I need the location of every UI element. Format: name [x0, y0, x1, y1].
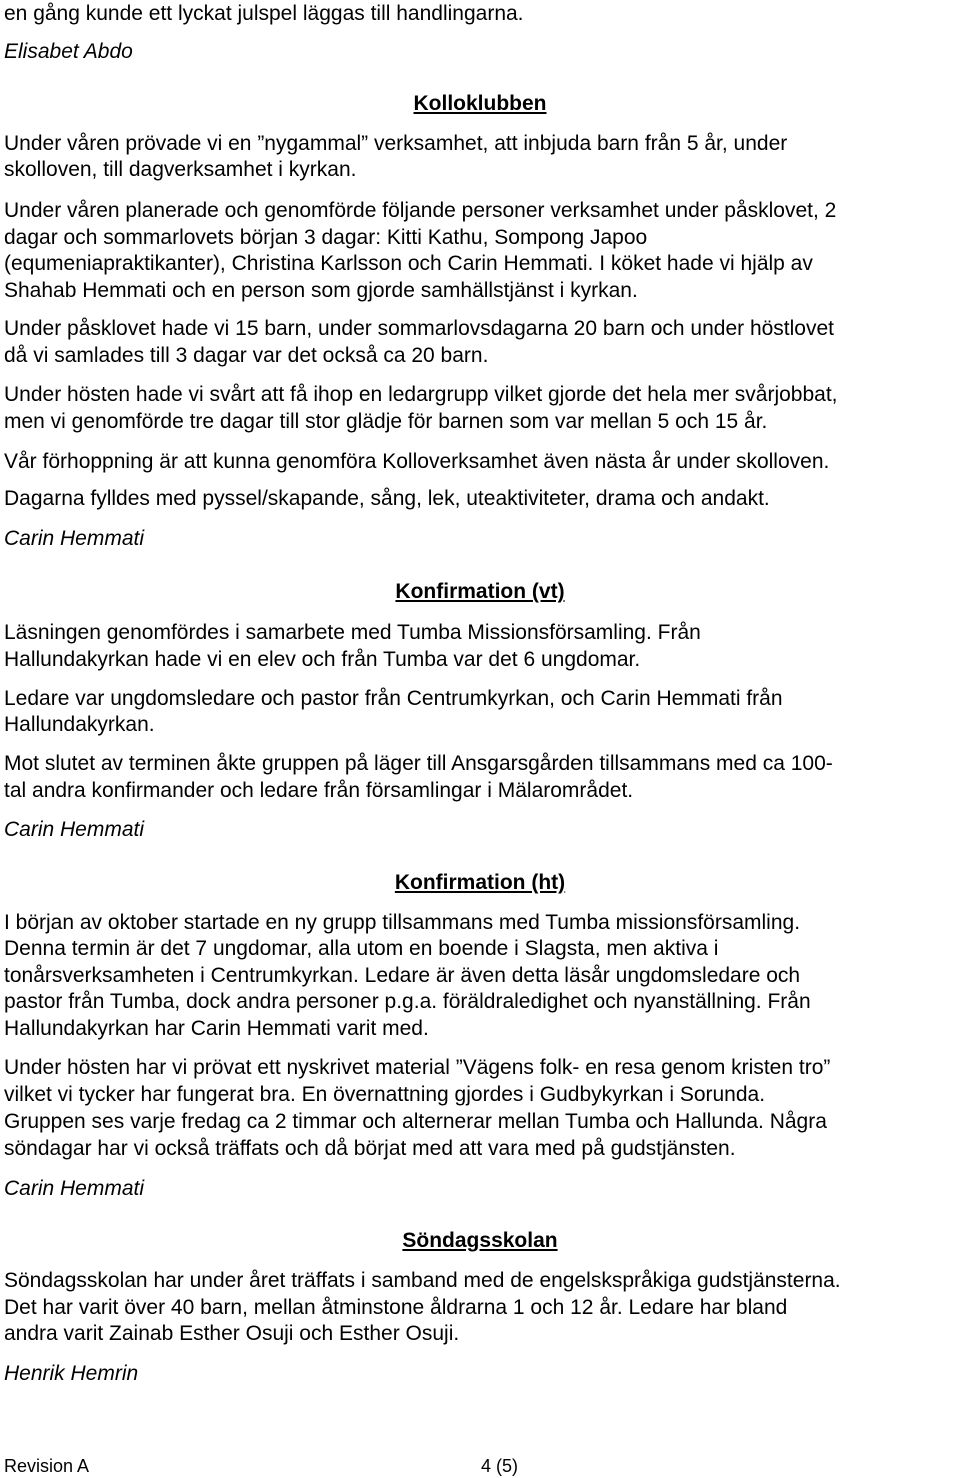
konf-ht-line: pastor från Tumba, dock andra personer p.g.a. föräldraledighet och nyanställning. Från	[4, 990, 811, 1013]
konf-vt-line: Läsningen genomfördes i samarbete med Tumba Missionsförsamling. Från	[4, 621, 701, 644]
kollo-line: Vår förhoppning är att kunna genomföra Kolloverksamhet även nästa år under skolloven.	[4, 450, 830, 473]
heading-konfirmation-ht: Konfirmation (ht)	[394, 871, 566, 894]
konf-vt-line: Hallundakyrkan hade vi en elev och från Tumba var det 6 ungdomar.	[4, 648, 641, 671]
konf-vt-line: Hallundakyrkan.	[4, 713, 155, 736]
kollo-line: då vi samlades till 3 dagar var det också ca 20 barn.	[4, 344, 489, 367]
kollo-line: Shahab Hemmati och en person som gjorde samhällstjänst i kyrkan.	[4, 279, 638, 302]
konf-ht-line: Denna termin är det 7 ungdomar, alla utom en boende i Slagsta, men aktiva i	[4, 937, 719, 960]
kollo-line: dagar och sommarlovets början 3 dagar: Kitti Kathu, Sompong Japoo	[4, 226, 648, 249]
heading-konfirmation-vt: Konfirmation (vt)	[395, 580, 565, 603]
konf-ht-line: söndagar har vi också träffats och då börjat med att vara med på gudstjänsten.	[4, 1137, 736, 1160]
kollo-line: skolloven, till dagverksamhet i kyrkan.	[4, 158, 357, 181]
kollo-signature: Carin Hemmati	[4, 527, 145, 550]
konf-vt-line: Ledare var ungdomsledare och pastor från Centrumkyrkan, och Carin Hemmati från	[4, 687, 783, 710]
konf-vt-signature: Carin Hemmati	[4, 818, 145, 841]
konf-ht-line: Gruppen ses varje fredag ca 2 timmar och alternerar mellan Tumba och Hallunda. Några	[4, 1110, 827, 1133]
konf-ht-signature: Carin Hemmati	[4, 1177, 145, 1200]
intro-text: en gång kunde ett lyckat julspel läggas till handlingarna.	[4, 2, 524, 25]
konf-ht-line: Hallundakyrkan har Carin Hemmati varit med.	[4, 1017, 429, 1040]
sondag-line: Det har varit över 40 barn, mellan åtminstone åldrarna 1 och 12 år. Ledare har bland	[4, 1296, 788, 1319]
sondag-line: Söndagsskolan har under året träffats i samband med de engelskspråkiga gudstjänsterna.	[4, 1269, 841, 1292]
sondag-signature: Henrik Hemrin	[4, 1362, 139, 1385]
kollo-line: Under våren prövade vi en ”nygammal” verksamhet, att inbjuda barn från 5 år, under	[4, 132, 788, 155]
konf-vt-line: Mot slutet av terminen åkte gruppen på läger till Ansgarsgården tillsammans med ca 100-	[4, 752, 833, 775]
footer-page-number: 4 (5)	[481, 1456, 519, 1476]
konf-ht-line: I början av oktober startade en ny grupp tillsammans med Tumba missionsförsamling.	[4, 911, 801, 934]
footer-revision: Revision A	[4, 1456, 90, 1476]
kollo-line: Under påsklovet hade vi 15 barn, under sommarlovsdagarna 20 barn och under höstlovet	[4, 317, 835, 340]
heading-sondagsskolan: Söndagsskolan	[402, 1229, 558, 1252]
konf-vt-line: tal andra konfirmander och ledare från församlingar i Mälarområdet.	[4, 779, 634, 802]
kollo-line: men vi genomförde tre dagar till stor glädje för barnen som var mellan 5 och 15 år.	[4, 410, 768, 433]
konf-ht-line: vilket vi tycker har fungerat bra. En övernattning gjordes i Gudbykyrkan i Sorunda.	[4, 1083, 766, 1106]
kollo-line: Dagarna fylldes med pyssel/skapande, sång, lek, uteaktiviteter, drama och andakt.	[4, 487, 770, 510]
kollo-line: Under hösten hade vi svårt att få ihop en ledargrupp vilket gjorde det hela mer svårjobbat,	[4, 383, 838, 406]
kollo-line: (equmeniapraktikanter), Christina Karlsson och Carin Hemmati. I köket hade vi hjälp av	[4, 252, 813, 275]
konf-ht-line: tonårsverksamheten i Centrumkyrkan. Ledare är även detta läsår ungdomsledare och	[4, 964, 801, 987]
konf-ht-line: Under hösten har vi prövat ett nyskrivet material ”Vägens folk- en resa genom kristen tro”	[4, 1056, 831, 1079]
sondag-line: andra varit Zainab Esther Osuji och Esther Osuji.	[4, 1322, 460, 1345]
intro-signature: Elisabet Abdo	[4, 40, 133, 63]
heading-kolloklubben: Kolloklubben	[413, 92, 547, 115]
kollo-line: Under våren planerade och genomförde följande personer verksamhet under påsklovet, 2	[4, 199, 837, 222]
